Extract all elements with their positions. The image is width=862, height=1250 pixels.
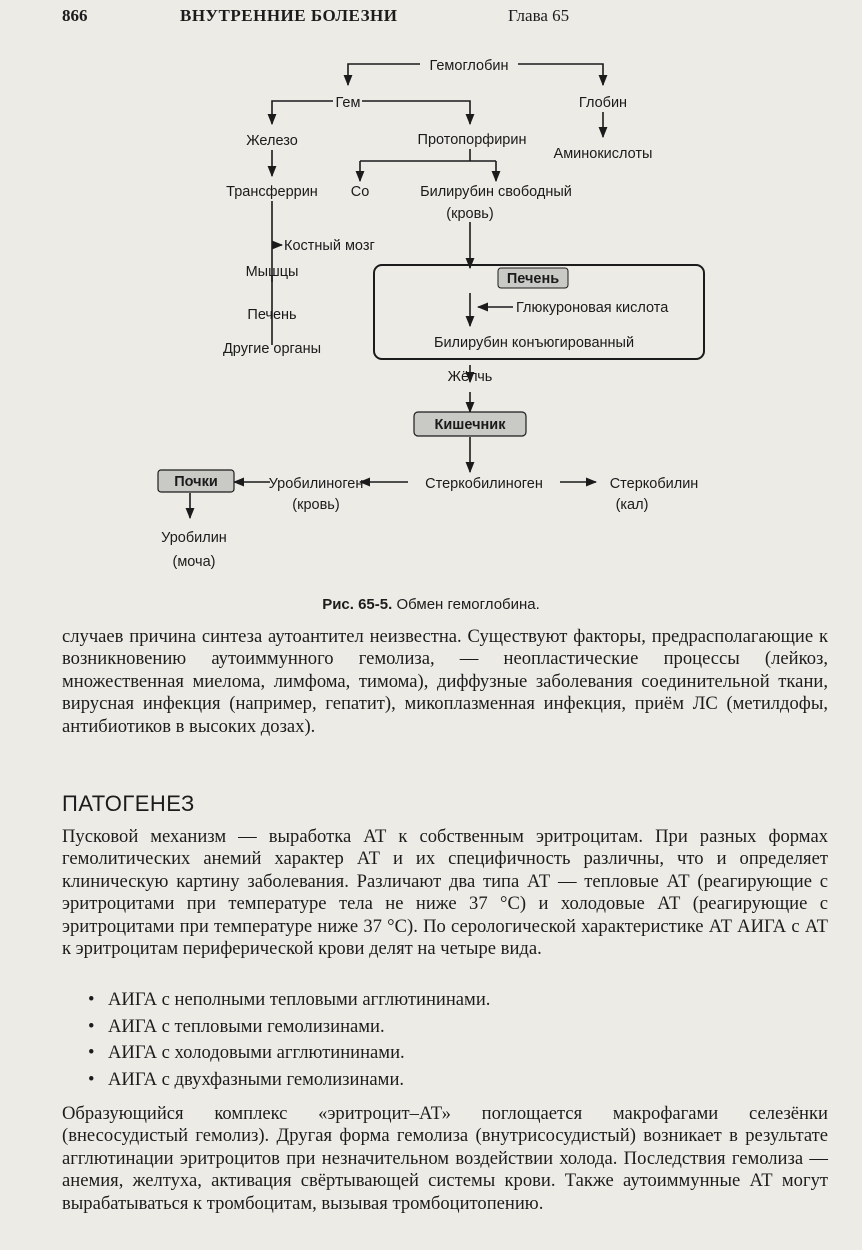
node-hemoglobin: Гемоглобин bbox=[429, 58, 509, 74]
arrow-hemoglobin-globin bbox=[518, 64, 603, 85]
node-kidneys: Почки bbox=[174, 474, 218, 490]
figure-label: Рис. 65-5. bbox=[322, 596, 393, 613]
node-urobilin-note: (моча) bbox=[172, 554, 216, 570]
list-item: • АИГА с двухфазными гемолизинами. bbox=[88, 1068, 405, 1090]
aiga-types-list bbox=[88, 987, 490, 1093]
paragraph-hemolysis: Образующийся комплекс «эритроцит–АТ» поглощается макрофагами селезёнки (внесосудистый гемолиз). Другая форма гемолиза (внутрисосудистый) возникает в результате агглютинации эритроцитов при незначительном воздействии холода. Последствия гемолиза — анемия, желтуха, активация свёртывающей системы крови. Также аутоиммунные АТ могут вырабатываться к тромбоцитам, вызывая тромбоцитопению. bbox=[62, 1103, 828, 1214]
node-bilirubin-free: Билирубин свободный bbox=[420, 184, 572, 200]
node-stercobilin-note: (кал) bbox=[615, 497, 649, 513]
node-heme: Гем bbox=[335, 95, 361, 111]
node-intestine: Кишечник bbox=[434, 417, 506, 433]
node-bilirubin-conjugated: Билирубин конъюгированный bbox=[433, 335, 635, 351]
running-header bbox=[62, 6, 822, 32]
node-globin: Глобин bbox=[578, 95, 628, 111]
list-item: • АИГА с тепловыми гемолизинами. bbox=[88, 1015, 385, 1037]
book-title: ВНУТРЕННИЕ БОЛЕЗНИ bbox=[180, 6, 398, 25]
arrow-hemoglobin-heme bbox=[348, 64, 420, 85]
node-urobilin: Уробилин bbox=[161, 530, 227, 546]
node-liver-target: Печень bbox=[247, 307, 297, 323]
list-item: • АИГА с неполными тепловыми агглютининами. bbox=[88, 989, 491, 1010]
node-bone-marrow: Костный мозг bbox=[284, 238, 375, 254]
node-stercobilin: Стеркобилин bbox=[609, 476, 699, 492]
figure-caption bbox=[0, 596, 862, 613]
node-stercobilinogen: Стеркобилиноген bbox=[425, 476, 543, 492]
node-other-organs: Другие органы bbox=[222, 341, 322, 357]
node-bilirubin-free-note: (кровь) bbox=[446, 206, 494, 222]
node-co: Со bbox=[350, 184, 370, 200]
page-number: 866 bbox=[62, 6, 88, 25]
list-item: • АИГА с холодовыми агглютининами. bbox=[88, 1042, 405, 1064]
node-amino-acids: Аминокислоты bbox=[553, 146, 653, 162]
figure-title: Обмен гемоглобина. bbox=[396, 596, 540, 613]
node-iron: Железо bbox=[246, 133, 298, 149]
node-liver: Печень bbox=[506, 271, 560, 287]
chapter-label: Глава 65 bbox=[508, 6, 570, 25]
node-muscles: Мышцы bbox=[245, 264, 299, 280]
node-bile: Жёлчь bbox=[447, 369, 493, 385]
section-title-pathogenesis: ПАТОГЕНЕЗ bbox=[62, 791, 195, 816]
hemoglobin-metabolism-diagram bbox=[0, 40, 862, 595]
node-protoporphyrin: Протопорфирин bbox=[417, 132, 527, 148]
node-glucuronic-acid: Глюкуроновая кислота bbox=[516, 300, 669, 316]
arrow-heme-protoporphyrin bbox=[362, 101, 470, 124]
paragraph-pathogenesis: Пусковой механизм — выработка АТ к собственным эритроцитам. При разных формах гемолитических анемий характер АТ и их специфичность различны, что и определяет клиническую картину заболевания. Различают два типа АТ — тепловые АТ (реагирующие с эритроцитами при температуре тела не ниже 37 °С) и холодовые АТ (реагирующие с эритроцитами при температуре ниже 37 °С). По серологической характеристике АТ АИГА с АТ к эритроцитам периферической крови делят на четыре вида. bbox=[62, 826, 828, 960]
node-urobilinogen: Уробилиноген bbox=[268, 476, 364, 492]
node-urobilinogen-note: (кровь) bbox=[292, 497, 340, 513]
node-transferrin: Трансферрин bbox=[226, 184, 318, 200]
paragraph-causes: случаев причина синтеза аутоантител неизвестна. Существуют факторы, предрасполагающие к возникновению аутоиммунного гемолиза, — неопластические процессы (лейкоз, множественная миелома, лимфома, тимома), диффузные заболевания соединительной ткани, вирусная инфекция (например, гепатит), микоплазменная инфекция, приём ЛС (метилдофы, антибиотиков в высоких дозах). bbox=[62, 626, 828, 737]
arrow-heme-iron bbox=[272, 101, 333, 124]
